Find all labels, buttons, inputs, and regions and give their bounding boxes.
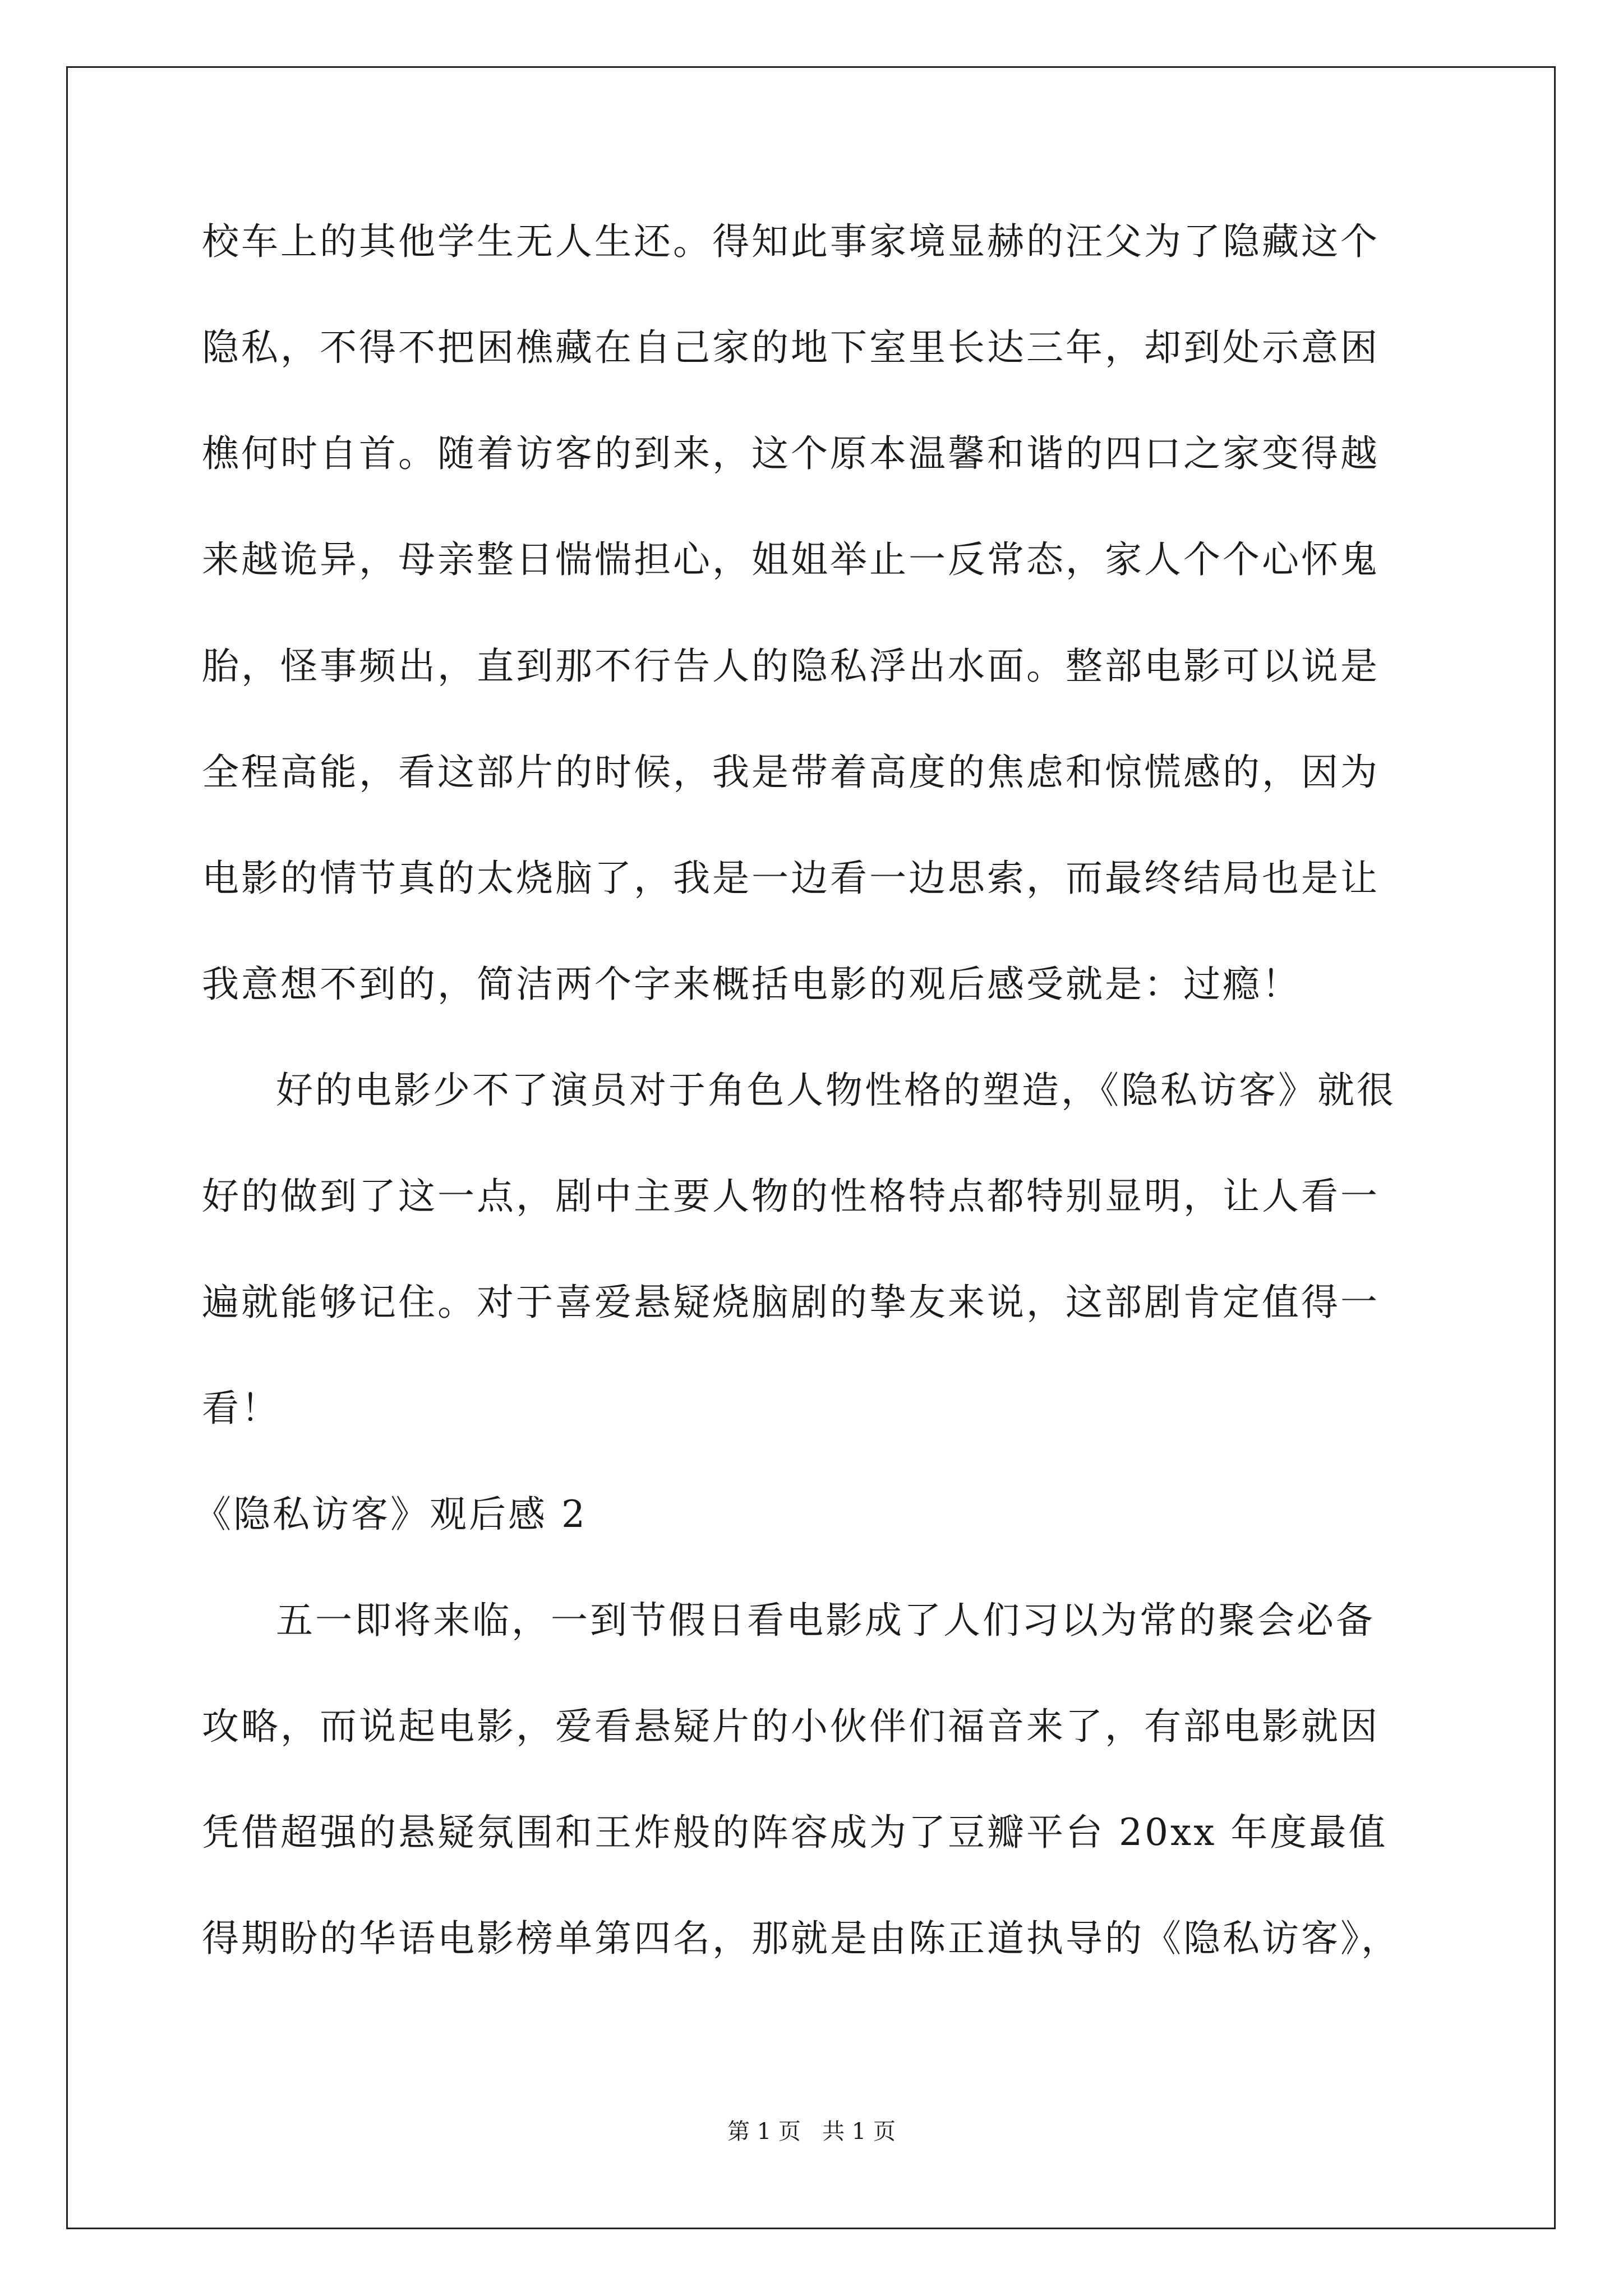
text-line: 全程高能，看这部片的时候，我是带着高度的焦虑和惊慌感的，因为	[202, 751, 1380, 794]
text-line: 攻略，而说起电影，爱看悬疑片的小伙伴们福音来了，有部电影就因	[202, 1705, 1380, 1748]
text-line: 来越诡异，母亲整日惴惴担心，姐姐举止一反常态，家人个个心怀鬼	[202, 538, 1380, 581]
section-heading: 《隐私访客》观后感 2	[194, 1493, 587, 1536]
text-line: 凭借超强的悬疑氛围和王炸般的阵容成为了豆瓣平台 20xx 年度最值	[202, 1811, 1388, 1854]
text-line: 校车上的其他学生无人生还。得知此事家境显赫的汪父为了隐藏这个	[202, 220, 1380, 263]
text-line: 好的做到了这一点，剧中主要人物的性格特点都特别显明，让人看一	[202, 1175, 1380, 1218]
text-line: 樵何时自首。随着访客的到来，这个原本温馨和谐的四口之家变得越	[202, 432, 1380, 475]
text-line: 遍就能够记住。对于喜爱悬疑烧脑剧的挚友来说，这部剧肯定值得一	[202, 1281, 1380, 1324]
paragraph-first-line: 好的电影少不了演员对于角色人物性格的塑造，《隐私访客》就很	[276, 1069, 1396, 1112]
text-line: 胎，怪事频出，直到那不行告人的隐私浮出水面。整部电影可以说是	[202, 645, 1380, 688]
text-line: 看！	[202, 1387, 280, 1430]
text-line: 我意想不到的，简洁两个字来概括电影的观后感受就是：过瘾！	[202, 963, 1301, 1006]
text-line: 隐私，不得不把困樵藏在自己家的地下室里长达三年，却到处示意困	[202, 326, 1380, 369]
text-line: 电影的情节真的太烧脑了，我是一边看一边思索，而最终结局也是让	[202, 857, 1380, 900]
text-line: 得期盼的华语电影榜单第四名，那就是由陈正道执导的《隐私访客》，	[202, 1917, 1400, 1960]
page-footer: 第 1 页 共 1 页	[727, 2119, 896, 2145]
paragraph-first-line: 五一即将来临，一到节假日看电影成了人们习以为常的聚会必备	[276, 1599, 1375, 1642]
page-border	[66, 66, 1556, 2229]
